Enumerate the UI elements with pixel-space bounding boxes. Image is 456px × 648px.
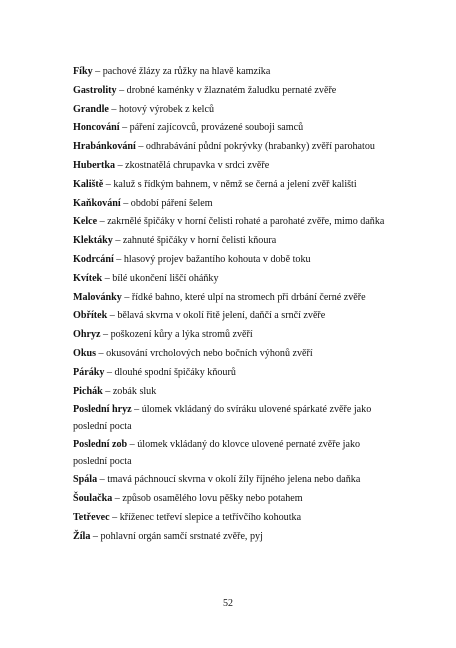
- glossary-term: Kodrcání: [73, 253, 114, 265]
- glossary-entry: [73, 346, 393, 362]
- glossary-term: Páráky: [73, 366, 105, 378]
- glossary-entry: [73, 177, 393, 193]
- glossary-definition: – hotový výrobek z kelců: [108, 103, 215, 115]
- glossary-definition: – okusování vrcholových nebo bočních výhonů zvěří: [96, 347, 313, 359]
- glossary-definition: – pachové žlázy za růžky na hlavě kamzíka: [92, 66, 271, 77]
- glossary-term: Tetřevec: [73, 511, 110, 523]
- glossary-definition: – kaluž s řídkým bahnem, v němž se černá a jelení zvěř kališti: [103, 178, 357, 190]
- glossary-entry: [73, 290, 393, 306]
- glossary-entry: [73, 271, 393, 287]
- glossary-definition: – bělavá skvrna v okolí řitě jelení, daňčí a srnčí zvěře: [107, 310, 326, 322]
- glossary-entry: [73, 327, 393, 343]
- glossary-entry: [73, 529, 393, 545]
- glossary-term: Kaňkování: [73, 197, 121, 209]
- glossary-entry: [73, 402, 393, 434]
- glossary-entry: [73, 510, 393, 526]
- glossary-definition: – pohlavní orgán samčí srstnaté zvěře, pyj: [90, 530, 263, 542]
- glossary-term: Malovánky: [73, 291, 122, 303]
- glossary-entry: [73, 214, 393, 230]
- glossary-definition: – způsob osamělého lovu pěšky nebo potahem: [112, 493, 303, 505]
- glossary-term: Honcování: [73, 122, 120, 134]
- glossary-definition: – zakrnělé špičáky v horní čelisti rohaté a parohaté zvěře, mimo daňka: [97, 216, 385, 228]
- glossary-definition: – zahnuté špičáky v horní čelisti kňoura: [112, 235, 277, 247]
- glossary-term: Kaliště: [73, 178, 104, 190]
- glossary-definition: – úlomek vkládaný do klovce ulovené pernaté zvěře jako poslední pocta: [73, 439, 361, 467]
- glossary-term: Klektáky: [73, 235, 113, 247]
- glossary-entry: [73, 196, 393, 212]
- glossary-term: Kvítek: [73, 272, 103, 284]
- glossary-entry: [73, 252, 393, 268]
- glossary-definition: – tmavá páchnoucí skvrna v okolí žíly říjného jelena nebo daňka: [97, 474, 361, 486]
- glossary-entry: [73, 384, 393, 400]
- glossary-definition: – období páření šelem: [120, 197, 213, 209]
- glossary-definition: – páření zajícovců, provázené souboji samců: [119, 122, 304, 134]
- glossary-definition: – úlomek vkládaný do svíráku ulovené spárkaté zvěře jako poslední pocta: [73, 404, 372, 432]
- glossary-entry: [73, 102, 393, 118]
- glossary-term: Okus: [73, 347, 97, 359]
- glossary-entry: [73, 233, 393, 249]
- glossary-entry: [73, 120, 393, 136]
- glossary-term: Poslední hryz: [73, 404, 132, 416]
- glossary-term: Grandle: [73, 103, 109, 115]
- glossary-definition: – odhrabávání půdní pokrývky (hrabanky) zvěří parohatou: [135, 141, 375, 153]
- glossary-entry: [73, 139, 393, 155]
- glossary-term: Gastrolity: [73, 84, 117, 96]
- glossary-term: Ohryz: [73, 329, 101, 341]
- glossary-term: Obřítek: [73, 310, 108, 322]
- glossary-definition: – dlouhé spodní špičáky kňourů: [104, 366, 236, 378]
- glossary-term: Šoulačka: [73, 493, 113, 505]
- glossary-definition: – kříženec tetřeví slepice a tetřívčího kohoutka: [109, 511, 302, 523]
- glossary-term: Fíky: [73, 66, 93, 77]
- page-number: 52: [223, 598, 233, 609]
- glossary-entry: [73, 158, 393, 174]
- glossary-entry: [73, 64, 393, 80]
- glossary-term: Spála: [73, 474, 98, 486]
- glossary-term: Hrabánkování: [73, 141, 136, 153]
- glossary-entry: [73, 472, 393, 488]
- glossary-term: Poslední zob: [73, 439, 128, 451]
- glossary-definition: – drobné kaménky v žlaznatém žaludku pernaté zvěře: [116, 84, 337, 96]
- glossary-definition: – hlasový projev bažantího kohouta v době toku: [113, 253, 311, 265]
- glossary-definition: – bílé ukončení liščí oháňky: [102, 272, 219, 284]
- glossary-term: Hubertka: [73, 159, 116, 171]
- glossary-definition: – řídké bahno, které ulpí na stromech při drbání černé zvěře: [121, 291, 366, 303]
- glossary-entry: [73, 437, 393, 469]
- glossary-term: Žíla: [73, 530, 91, 542]
- glossary-definition: – zkostnatělá chrupavka v srdci zvěře: [115, 159, 270, 171]
- glossary-entry: [73, 365, 393, 381]
- glossary-entry: [73, 491, 393, 507]
- glossary-definition: – poškození kůry a lýka stromů zvěří: [100, 329, 253, 341]
- glossary-entry: [73, 83, 393, 99]
- glossary-term: Kelce: [73, 216, 98, 228]
- glossary-entry: [73, 308, 393, 324]
- glossary-term: Pichák: [73, 385, 103, 397]
- glossary-list: [73, 64, 393, 548]
- glossary-definition: – zobák sluk: [102, 385, 157, 397]
